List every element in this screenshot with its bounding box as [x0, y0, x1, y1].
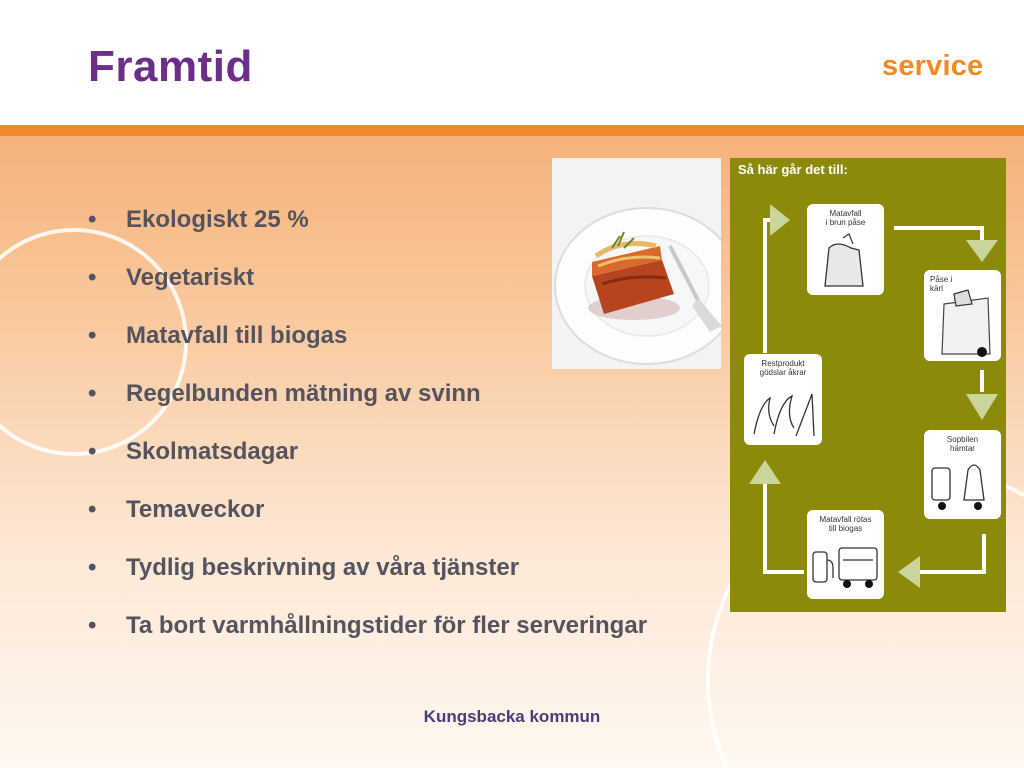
orange-divider: [0, 125, 1024, 136]
step-label: Påse i kärl: [930, 275, 953, 293]
step-card-biogas: [807, 510, 884, 599]
bullet-text: Ekologiskt 25 %: [126, 206, 309, 233]
bullet-item: [88, 554, 647, 612]
service-logo: service: [882, 50, 984, 82]
step-card-fertilize: [744, 354, 822, 445]
bus-pump-icon: [807, 510, 884, 599]
bullet-symbol: •: [88, 496, 97, 523]
biogas-process-diagram: [730, 158, 1006, 612]
bullet-text: Regelbunden mätning av svinn: [126, 380, 481, 407]
bullet-symbol: •: [88, 322, 97, 349]
bullet-item: [88, 496, 647, 554]
bullet-item: [88, 438, 647, 496]
step-label: Matavfall rötas till biogas: [819, 515, 872, 533]
bullet-symbol: •: [88, 438, 97, 465]
bullet-symbol: •: [88, 380, 97, 407]
step-label: Matavfall i brun påse: [825, 209, 866, 227]
step-label: Sopbilen hämtar: [946, 435, 979, 453]
step-card-bin: [924, 270, 1001, 361]
bullet-text: Temaveckor: [126, 496, 265, 523]
bullet-text: Matavfall till biogas: [126, 322, 348, 349]
step-label: Restprodukt gödslar åkrar: [759, 359, 807, 377]
paper-bag-icon: [807, 204, 884, 295]
bullet-text: Tydlig beskrivning av våra tjänster: [126, 554, 520, 581]
slide-header: [0, 0, 1024, 125]
footer-organization: Kungsbacka kommun: [423, 707, 601, 726]
waste-bin-icon: [924, 270, 1001, 361]
bullet-text: Ta bort varmhållningstider för fler serveringar: [126, 612, 648, 639]
food-photo: [552, 158, 721, 369]
slide-title: Framtid: [88, 42, 253, 91]
bullet-symbol: •: [88, 206, 97, 233]
bullet-item: [88, 380, 647, 438]
bullet-symbol: •: [88, 554, 97, 581]
bullet-text: Skolmatsdagar: [126, 438, 299, 465]
crops-icon: [744, 354, 822, 445]
garbage-truck-icon: [924, 430, 1001, 519]
bullet-item: [88, 612, 647, 670]
step-card-truck: [924, 430, 1001, 519]
step-card-bag: [807, 204, 884, 295]
bullet-symbol: •: [88, 264, 97, 291]
bullet-text: Vegetariskt: [126, 264, 255, 291]
diagram-title: Så här går det till:: [738, 162, 848, 177]
bullet-symbol: •: [88, 612, 97, 639]
